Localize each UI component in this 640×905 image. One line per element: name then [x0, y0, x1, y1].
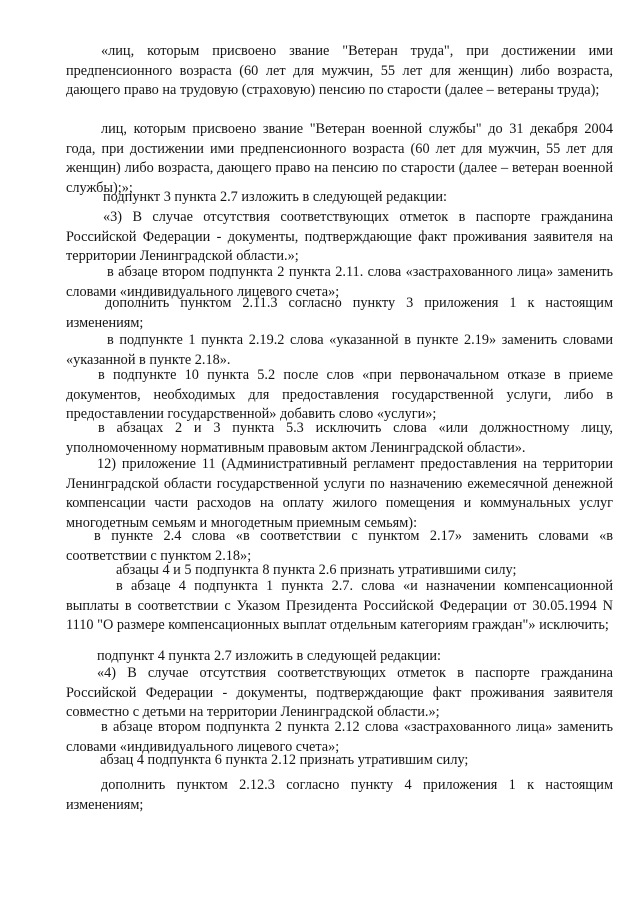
- paragraph-5-2-add: в подпункте 10 пункта 5.2 после слов «при первоначальном отказе в приеме документов, необходимых для предоставления государственной услуги, либо в предоставлении государственной» добавить слово «услуги»;: [66, 367, 613, 422]
- paragraph-5-3-exclude: в абзацах 2 и 3 пункта 5.3 исключить слова «или должностному лицу, уполномоченному нормативным правовым актом Ленинградской области».: [66, 420, 613, 456]
- paragraph-2-11-replace: в абзаце втором подпункта 2 пункта 2.11. слова «застрахованного лица» заменить словами «индивидуального лицевого счета»;: [66, 264, 613, 300]
- paragraph-2-19-2-replace: в подпункте 1 пункта 2.19.2 слова «указанной в пункте 2.19» заменить словами «указанной в пункте 2.18».: [66, 332, 613, 368]
- paragraph-veterans-military: лиц, которым присвоено звание "Ветеран военной службы" до 31 декабря 2004 года, при достижении ими предпенсионного возраста (60 лет для мужчин, 55 лет для женщин) либо возраста, дающего право на пенсию по старости (далее – ветеран военной службы);»;: [66, 121, 613, 196]
- paragraph-2-12-void: абзац 4 подпункта 6 пункта 2.12 признать утратившим силу;: [100, 752, 469, 768]
- paragraph-subpoint-3-edit: подпункт 3 пункта 2.7 изложить в следующей редакции:: [103, 189, 447, 205]
- paragraph-subpoint-3-text: «3) В случае отсутствия соответствующих отметок в паспорте гражданина Российской Федерации - документы, подтверждающие факт проживания заявителя на территории Ленинградской области.»;: [66, 209, 613, 264]
- paragraph-2-6-void: абзацы 4 и 5 подпункта 8 пункта 2.6 признать утратившими силу;: [116, 562, 517, 578]
- paragraph-2-7-exclude: в абзаце 4 подпункта 1 пункта 2.7. слова «и назначении компенсационной выплаты в соответствии с Указом Президента Российской Федерации от 30.05.1994 N 1110 "О размере компенсационных выплат отдельным категориям граждан"» исключить;: [66, 578, 613, 633]
- paragraph-annex-11: 12) приложение 11 (Административный регламент предоставления на территории Ленинградской области государственной услуги по назначению ежемесячной денежной компенсации части расходов на оплату жилого помещения и коммунальных услуг многодетным семьям и многодетным приемным семьям):: [66, 456, 613, 531]
- paragraph-2-11-3-add: дополнить пунктом 2.11.3 согласно пункту 3 приложения 1 к настоящим изменениям;: [66, 295, 613, 331]
- paragraph-2-12-3-add: дополнить пунктом 2.12.3 согласно пункту 4 приложения 1 к настоящим изменениям;: [66, 777, 613, 813]
- paragraph-2-4-replace: в пункте 2.4 слова «в соответствии с пунктом 2.17» заменить словами «в соответствии с пунктом 2.18»;: [66, 528, 613, 564]
- paragraph-subpoint-4-edit: подпункт 4 пункта 2.7 изложить в следующей редакции:: [97, 648, 441, 664]
- paragraph-2-12-replace: в абзаце втором подпункта 2 пункта 2.12 слова «застрахованного лица» заменить словами «индивидуального лицевого счета»;: [66, 719, 613, 755]
- paragraph-subpoint-4-text: «4) В случае отсутствия соответствующих отметок в паспорте гражданина Российской Федерации - документы, подтверждающие факт проживания заявителя совместно с детьми на территории Ленинградской области.»;: [66, 665, 613, 720]
- paragraph-veterans-labor: «лиц, которым присвоено звание "Ветеран труда", при достижении ими предпенсионного возраста (60 лет для мужчин, 55 лет для женщин) либо возраста, дающего право на трудовую (страховую) пенсию по старости (далее – ветераны труда);: [66, 43, 613, 98]
